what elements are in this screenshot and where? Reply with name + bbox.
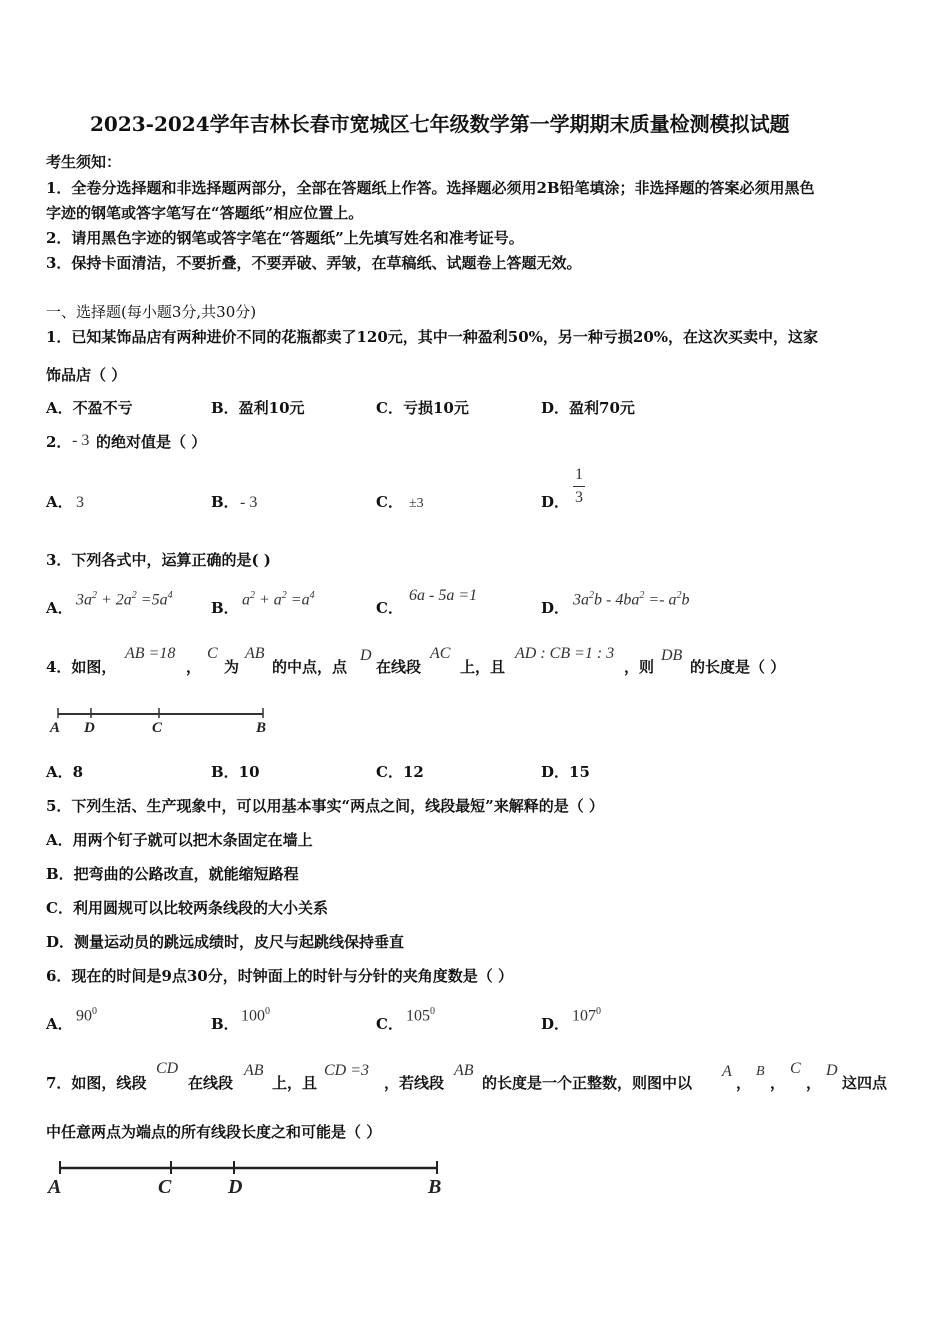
q3-option-a-expr: $3a^2 + 2a^2 =5a^4$ xyxy=(76,590,173,609)
q1-option-a: A．不盈不亏 xyxy=(46,399,133,417)
q3-option-d-expr: $3a^2b - 4ba^2 =- a^2b$ xyxy=(573,590,690,609)
notice-heading: 考生须知： xyxy=(46,153,122,171)
q7-ab: AB xyxy=(244,1062,264,1079)
q7-fig-label-a: A xyxy=(48,1176,62,1198)
q2-option-d-fraction xyxy=(573,466,585,507)
q4-option-c: C．12 xyxy=(376,763,424,781)
q2-stem-math: - 3 xyxy=(72,432,90,449)
q4-and: 上，且 xyxy=(460,658,506,676)
q4-then: ，则 xyxy=(624,658,655,676)
q7-c: C xyxy=(790,1060,801,1077)
q7-segment-figure xyxy=(52,1158,447,1176)
q7-and: 上，且 xyxy=(272,1074,318,1092)
q4-fig-label-d: D xyxy=(84,720,95,736)
q6-option-d-value: 107 xyxy=(572,1007,596,1025)
q2-option-c-label: C． xyxy=(376,493,403,511)
q7-cd3: CD =3 xyxy=(324,1062,370,1079)
q4-option-d: D．15 xyxy=(541,763,590,781)
q6-option-c-label: C． xyxy=(376,1015,403,1033)
q5-option-a: A．用两个钉子就可以把木条固定在墙上 xyxy=(46,831,313,849)
q2-option-c: ±3 xyxy=(409,496,424,511)
q1-stem-line-1: 1．已知某饰品店有两种进价不同的花瓶都卖了120元，其中一种盈利50%，另一种亏损20%，在这次买卖中，这家 xyxy=(46,328,819,346)
q4-db: DB xyxy=(661,647,683,664)
q7-comma-3: ， xyxy=(806,1074,822,1092)
q4-mid-text: 的中点，点 xyxy=(272,658,348,676)
q6-option-a xyxy=(76,1002,97,1026)
q4-option-a: A．8 xyxy=(46,763,84,781)
q7-fig-label-c: C xyxy=(158,1176,172,1198)
q5-option-d: D．测量运动员的跳远成绩时，皮尺与起跳线保持垂直 xyxy=(46,933,405,951)
q6-option-a-value: 90 xyxy=(76,1007,92,1025)
q7-fig-label-b: B xyxy=(428,1176,442,1198)
q7-if-seg: ，若线段 xyxy=(384,1074,445,1092)
section-heading: 一、选择题(每小题3分,共30分) xyxy=(46,303,257,321)
q4-option-b: B．10 xyxy=(211,763,260,781)
notice-item-1-line-1: 1．全卷分选择题和非选择题两部分，全部在答题纸上作答。选择题必须用2B铅笔填涂；非选择题的答案必须用黑色 xyxy=(46,179,815,197)
q2-option-b-label: B． xyxy=(211,493,239,511)
q1-option-c: C．亏损10元 xyxy=(376,399,469,417)
q7-ab-2: AB xyxy=(454,1062,474,1079)
q7-prefix: 7．如图，线段 xyxy=(46,1074,147,1092)
q4-fig-label-c: C xyxy=(152,720,163,736)
q4-prefix: 4．如图， xyxy=(46,658,117,676)
q5-stem: 5．下列生活、生产现象中，可以用基本事实“两点之间，线段最短”来解释的是（ ） xyxy=(46,797,604,815)
q3-option-c-expr: 6a - 5a =1 xyxy=(409,587,478,604)
q7-int-text: 的长度是一个正整数，则图中以 xyxy=(482,1074,693,1092)
q4-on-seg: 在线段 xyxy=(376,658,422,676)
q6-option-b-value: 100 xyxy=(241,1007,265,1025)
q4-d: D xyxy=(360,647,372,664)
q1-option-d: D．盈利70元 xyxy=(541,399,635,417)
q3-stem: 3．下列各式中，运算正确的是( ) xyxy=(46,551,271,569)
q7-stem-line-2: 中任意两点为端点的所有线段长度之和可能是（ ） xyxy=(46,1123,382,1141)
degree-sup: 0 xyxy=(596,1006,601,1017)
q4-ratio: AD : CB =1 : 3 xyxy=(515,645,615,662)
q7-comma-1: ， xyxy=(736,1074,752,1092)
notice-item-1-line-2: 字迹的钢笔或答字笔写在“答题纸”相应位置上。 xyxy=(46,204,364,222)
q6-option-b xyxy=(241,1002,270,1026)
q6-option-b-label: B． xyxy=(211,1015,239,1033)
page-title: 2023-2024学年吉林长春市宽城区七年级数学第一学期期末质量检测模拟试题 xyxy=(90,112,790,136)
q4-segment-figure xyxy=(50,706,280,720)
q7-tail: 这四点 xyxy=(842,1074,888,1092)
q6-option-c xyxy=(406,1002,435,1026)
q6-option-a-label: A． xyxy=(46,1015,73,1033)
q1-option-b: B．盈利10元 xyxy=(211,399,305,417)
q2-option-a: 3 xyxy=(76,494,84,511)
q3-option-c-label: C． xyxy=(376,599,403,617)
q3-option-b-expr: $a^2 + a^2 =a^4$ xyxy=(242,590,315,609)
q2-option-a-label: A． xyxy=(46,493,73,511)
q7-cd: CD xyxy=(156,1060,179,1077)
q2-option-d-numerator: 1 xyxy=(575,466,583,483)
q4-comma: ， xyxy=(186,658,202,676)
q4-fig-label-b: B xyxy=(256,720,267,736)
q1-stem-line-2: 饰品店（ ） xyxy=(46,366,127,384)
q4-fig-label-a: A xyxy=(50,720,61,736)
q3-option-b-label: B． xyxy=(211,599,239,617)
notice-item-3: 3．保持卡面清洁，不要折叠，不要弄破、弄皱，在草稿纸、试题卷上答题无效。 xyxy=(46,254,582,272)
notice-item-2: 2．请用黑色字迹的钢笔或答字笔在“答题纸”上先填写姓名和准考证号。 xyxy=(46,229,524,247)
q2-option-d-label: D． xyxy=(541,493,570,511)
degree-sup: 0 xyxy=(92,1006,97,1017)
q6-option-d-label: D． xyxy=(541,1015,570,1033)
q4-ab: AB xyxy=(245,645,265,662)
q3-option-d-label: D． xyxy=(541,599,570,617)
q2-stem-suffix: 的绝对值是（ ） xyxy=(96,433,207,451)
fraction-bar xyxy=(573,486,585,487)
q4-wei: 为 xyxy=(224,658,240,676)
q4-suffix: 的长度是（ ） xyxy=(690,658,786,676)
q7-comma-2: ， xyxy=(770,1074,786,1092)
q7-on-seg: 在线段 xyxy=(188,1074,234,1092)
q2-stem-prefix: 2． xyxy=(46,433,72,451)
q5-option-b: B．把弯曲的公路改直，就能缩短路程 xyxy=(46,865,299,883)
q7-d: D xyxy=(826,1062,838,1079)
q3-option-a-label: A． xyxy=(46,599,73,617)
q6-option-d xyxy=(572,1002,601,1026)
degree-sup: 0 xyxy=(430,1006,435,1017)
q6-option-c-value: 105 xyxy=(406,1007,430,1025)
q2-option-b: - 3 xyxy=(240,494,258,511)
q4-ab18: AB =18 xyxy=(125,645,176,662)
q7-a: A xyxy=(722,1063,732,1080)
q7-b: B xyxy=(756,1064,765,1079)
q2-option-d-denominator: 3 xyxy=(575,489,583,506)
q4-ac: AC xyxy=(430,645,451,662)
q6-stem: 6．现在的时间是9点30分，时钟面上的时针与分针的夹角度数是（ ） xyxy=(46,967,513,985)
degree-sup: 0 xyxy=(265,1006,270,1017)
q7-fig-label-d: D xyxy=(228,1176,243,1198)
q5-option-c: C．利用圆规可以比较两条线段的大小关系 xyxy=(46,899,328,917)
q4-c: C xyxy=(207,645,218,662)
